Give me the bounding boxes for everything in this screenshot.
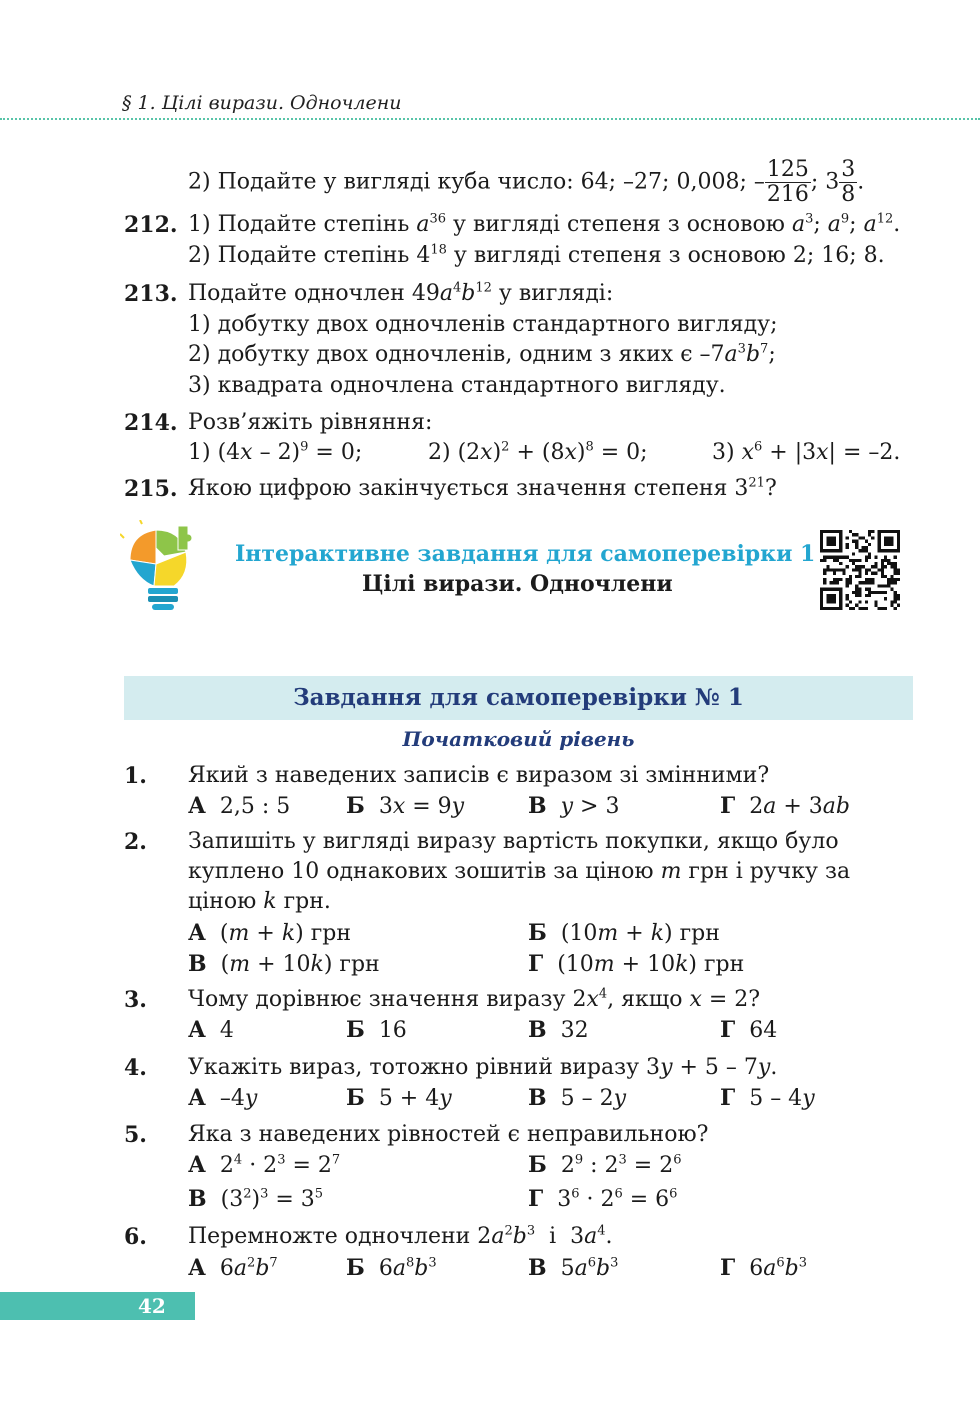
question-2-options-row2 [0,949,980,979]
option-a[interactable]: А $2^4 \cdot 2^3 = 2^7$ [188,1152,341,1178]
exercise-211-part2: 2) Подайте у вигляді куба число: 64; –27; 0,008; – $\frac{125}{216}$ ; 3 $\frac{3}{8}$ . [188,157,865,207]
option-b[interactable]: Б 16 [346,1017,407,1043]
option-v[interactable]: В $5a^6b^3$ [528,1255,619,1281]
fraction-3-8: $\frac{3}{8}$ [841,157,856,207]
question-5-options-row2 [0,1184,980,1214]
option-g[interactable]: Г 5 – 4y [720,1085,815,1111]
question-5: 5. Яка з наведених рівностей є неправильною? [124,1122,709,1148]
question-1: 1. Який з наведених записів є виразом зі змінними? [124,763,770,789]
option-v[interactable]: В y > 3 [528,793,620,819]
exercise-214-eq3: 3) $x^6 + |3x| = -2$. [712,439,901,465]
section-header: § 1. Цілі вирази. Одночлени [122,92,402,114]
option-a[interactable]: А (m + k) грн [188,920,352,946]
option-g[interactable]: Г 2a + 3ab [720,793,850,819]
exercise-212-line2: 2) Подайте степінь $4^{18}$ у вигляді степеня з основою 2; 16; 8. [188,242,885,268]
option-g[interactable]: Г $6a^6b^3$ [720,1255,807,1281]
exercise-212-line1: 1) Подайте степінь $a^{36}$ у вигляді степеня з основою $a^3$; $a^9$; $a^{12}$. [188,211,901,237]
question-4-options [0,1083,980,1113]
option-b[interactable]: Б 5 + 4y [346,1085,452,1111]
interactive-task-subtitle: Цілі вирази. Одночлени [362,571,673,597]
option-b[interactable]: Б $6a^8b^3$ [346,1255,437,1281]
option-b[interactable]: Б (10m + k) грн [528,920,720,946]
exercise-213-number: 213. [124,281,178,307]
option-v[interactable]: В (m + 10k) грн [188,951,380,977]
question-1-options [0,791,980,821]
option-v[interactable]: В $(3^2)^3 = 3^5$ [188,1186,324,1212]
exercise-213-line3: 2) добутку двох одночленів, одним з яких є $-7a^3b^7$; [188,341,776,367]
exercise-214-eq2: 2) $(2x)^2 + (8x)^8 = 0$; [428,439,648,465]
question-2-line3: ціною k грн. [188,889,331,914]
question-6-options [0,1253,980,1283]
exercise-214-eq1: 1) (4x – 2)$^9$ = 0; [188,439,363,465]
lightbulb-puzzle-icon [120,520,212,616]
selfcheck-level: Початковий рівень [402,727,635,751]
question-2: 2. Запишіть у вигляді виразу вартість покупки, якщо було [124,829,839,855]
option-a[interactable]: А –4y [188,1085,258,1111]
exercise-215-line1: Якою цифрою закінчується значення степеня $3^{21}$? [188,475,777,501]
qr-code-icon[interactable] [820,530,900,610]
option-g[interactable]: Г $3^6 \cdot 2^6 = 6^6$ [528,1186,678,1212]
question-2-line2: куплено 10 однакових зошитів за ціною m грн і ручку за [188,859,851,884]
question-2-options-row1 [0,918,980,948]
exercise-213-line4: 3) квадрата одночлена стандартного вигляду. [188,373,726,398]
exercise-212-number: 212. [124,212,178,238]
selfcheck-title: Завдання для самоперевірки № 1 [293,684,744,711]
exercise-214-line1: Розв’яжіть рівняння: [188,410,433,435]
option-a[interactable]: А 2,5 : 5 [188,793,291,819]
option-a[interactable]: А 4 [188,1017,234,1043]
option-g[interactable]: Г (10m + 10k) грн [528,951,745,977]
option-b[interactable]: Б 3x = 9y [346,793,465,819]
option-a[interactable]: А $6a^2b^7$ [188,1255,278,1281]
option-v[interactable]: В 5 – 2y [528,1085,627,1111]
page-number: 42 [138,1294,166,1318]
option-g[interactable]: Г 64 [720,1017,778,1043]
exercise-213-line1: Подайте одночлен $49a^4b^{12}$ у вигляді: [188,280,614,306]
exercise-213-line2: 1) добутку двох одночленів стандартного вигляду; [188,312,778,337]
header-divider [0,118,980,120]
exercise-215-number: 215. [124,476,178,502]
exercise-214-number: 214. [124,410,178,436]
interactive-task-title[interactable]: Інтерактивне завдання для самоперевірки 1 [235,541,816,567]
option-b[interactable]: Б $2^9$ : $2^3 = 2^6$ [528,1152,682,1178]
question-6: 6. Перемножте одночлени $2a^2b^3$ і $3a^4$. [124,1223,613,1250]
option-v[interactable]: В 32 [528,1017,589,1043]
question-4: 4. Укажіть вираз, тотожно рівний виразу 3y + 5 – 7y. [124,1055,778,1081]
question-3-options [0,1015,980,1045]
question-3: 3. Чому дорівнює значення виразу $2x^4$, якщо x = 2? [124,986,761,1013]
fraction-125-216: $\frac{125}{216}$ [766,157,809,207]
question-5-options-row1 [0,1150,980,1180]
